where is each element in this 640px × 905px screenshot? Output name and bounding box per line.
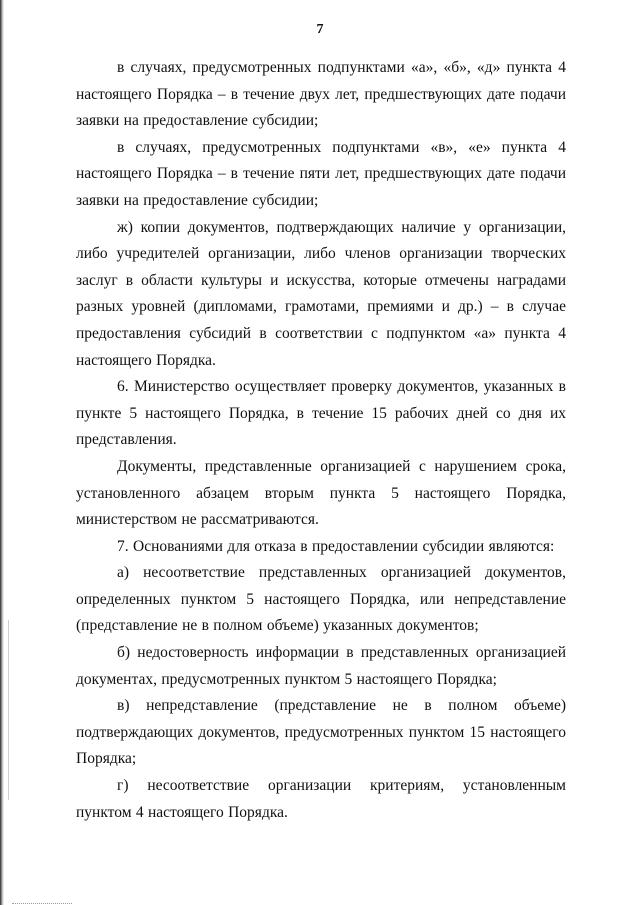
paragraph-item-zh: ж) копии документов, подтверждающих наличие у организации, либо учредителей организации, либо членов организации творческих заслуг в области культуры и искусства, которые отмечены наградами разных уровней (дипломами, грамотами, премиями и др.) – в случае предоставления субсидий в соответствии с подпунктом «а» пункта 4 настоящего Порядка. — [76, 218, 566, 369]
paragraph-item-v: в) непредставление (представление не в полном объеме) подтверждающих документов, предусмотренных пунктом 15 настоящего Порядка; — [76, 697, 566, 768]
page-number: 7 — [316, 22, 324, 37]
paragraph-item-b: б) недостоверность информации в представленных организацией документах, предусмотренных пунктом 5 настоящего Порядка; — [76, 644, 566, 688]
scan-edge-shadow — [0, 0, 4, 905]
paragraph-item-g: г) несоответствие организации критериям, установленным пунктом 4 настоящего Порядка. — [76, 777, 566, 821]
document-body — [76, 55, 566, 826]
paragraph-deadline-five-years: в случаях, предусмотренных подпунктами «в», «е» пункта 4 настоящего Порядка – в течение пяти лет, предшествующих дате подачи заявки на предоставление субсидии; — [76, 138, 566, 209]
paragraph-item-a: а) несоответствие представленных организацией документов, определенных пунктом 5 настоящего Порядка, или непредставление (представление не в полном объеме) указанных документов; — [76, 564, 566, 635]
paragraph-deadline-two-years: в случаях, предусмотренных подпунктами «а», «б», «д» пункта 4 настоящего Порядка – в течение двух лет, предшествующих дате подачи заявки на предоставление субсидии; — [76, 59, 566, 130]
paragraph-clause-7: 7. Основаниями для отказа в предоставлении субсидии являются: — [117, 537, 555, 555]
scan-artifact-line — [8, 620, 9, 800]
paragraph-clause-6: 6. Министерство осуществляет проверку документов, указанных в пункте 5 настоящего Порядка, в течение 15 рабочих дней со дня их представления. — [76, 378, 566, 449]
paragraph-late-documents: Документы, представленные организацией с нарушением срока, установленного абзацем вторым пункта 5 настоящего Порядка, министерством не рассматриваются. — [76, 457, 566, 529]
